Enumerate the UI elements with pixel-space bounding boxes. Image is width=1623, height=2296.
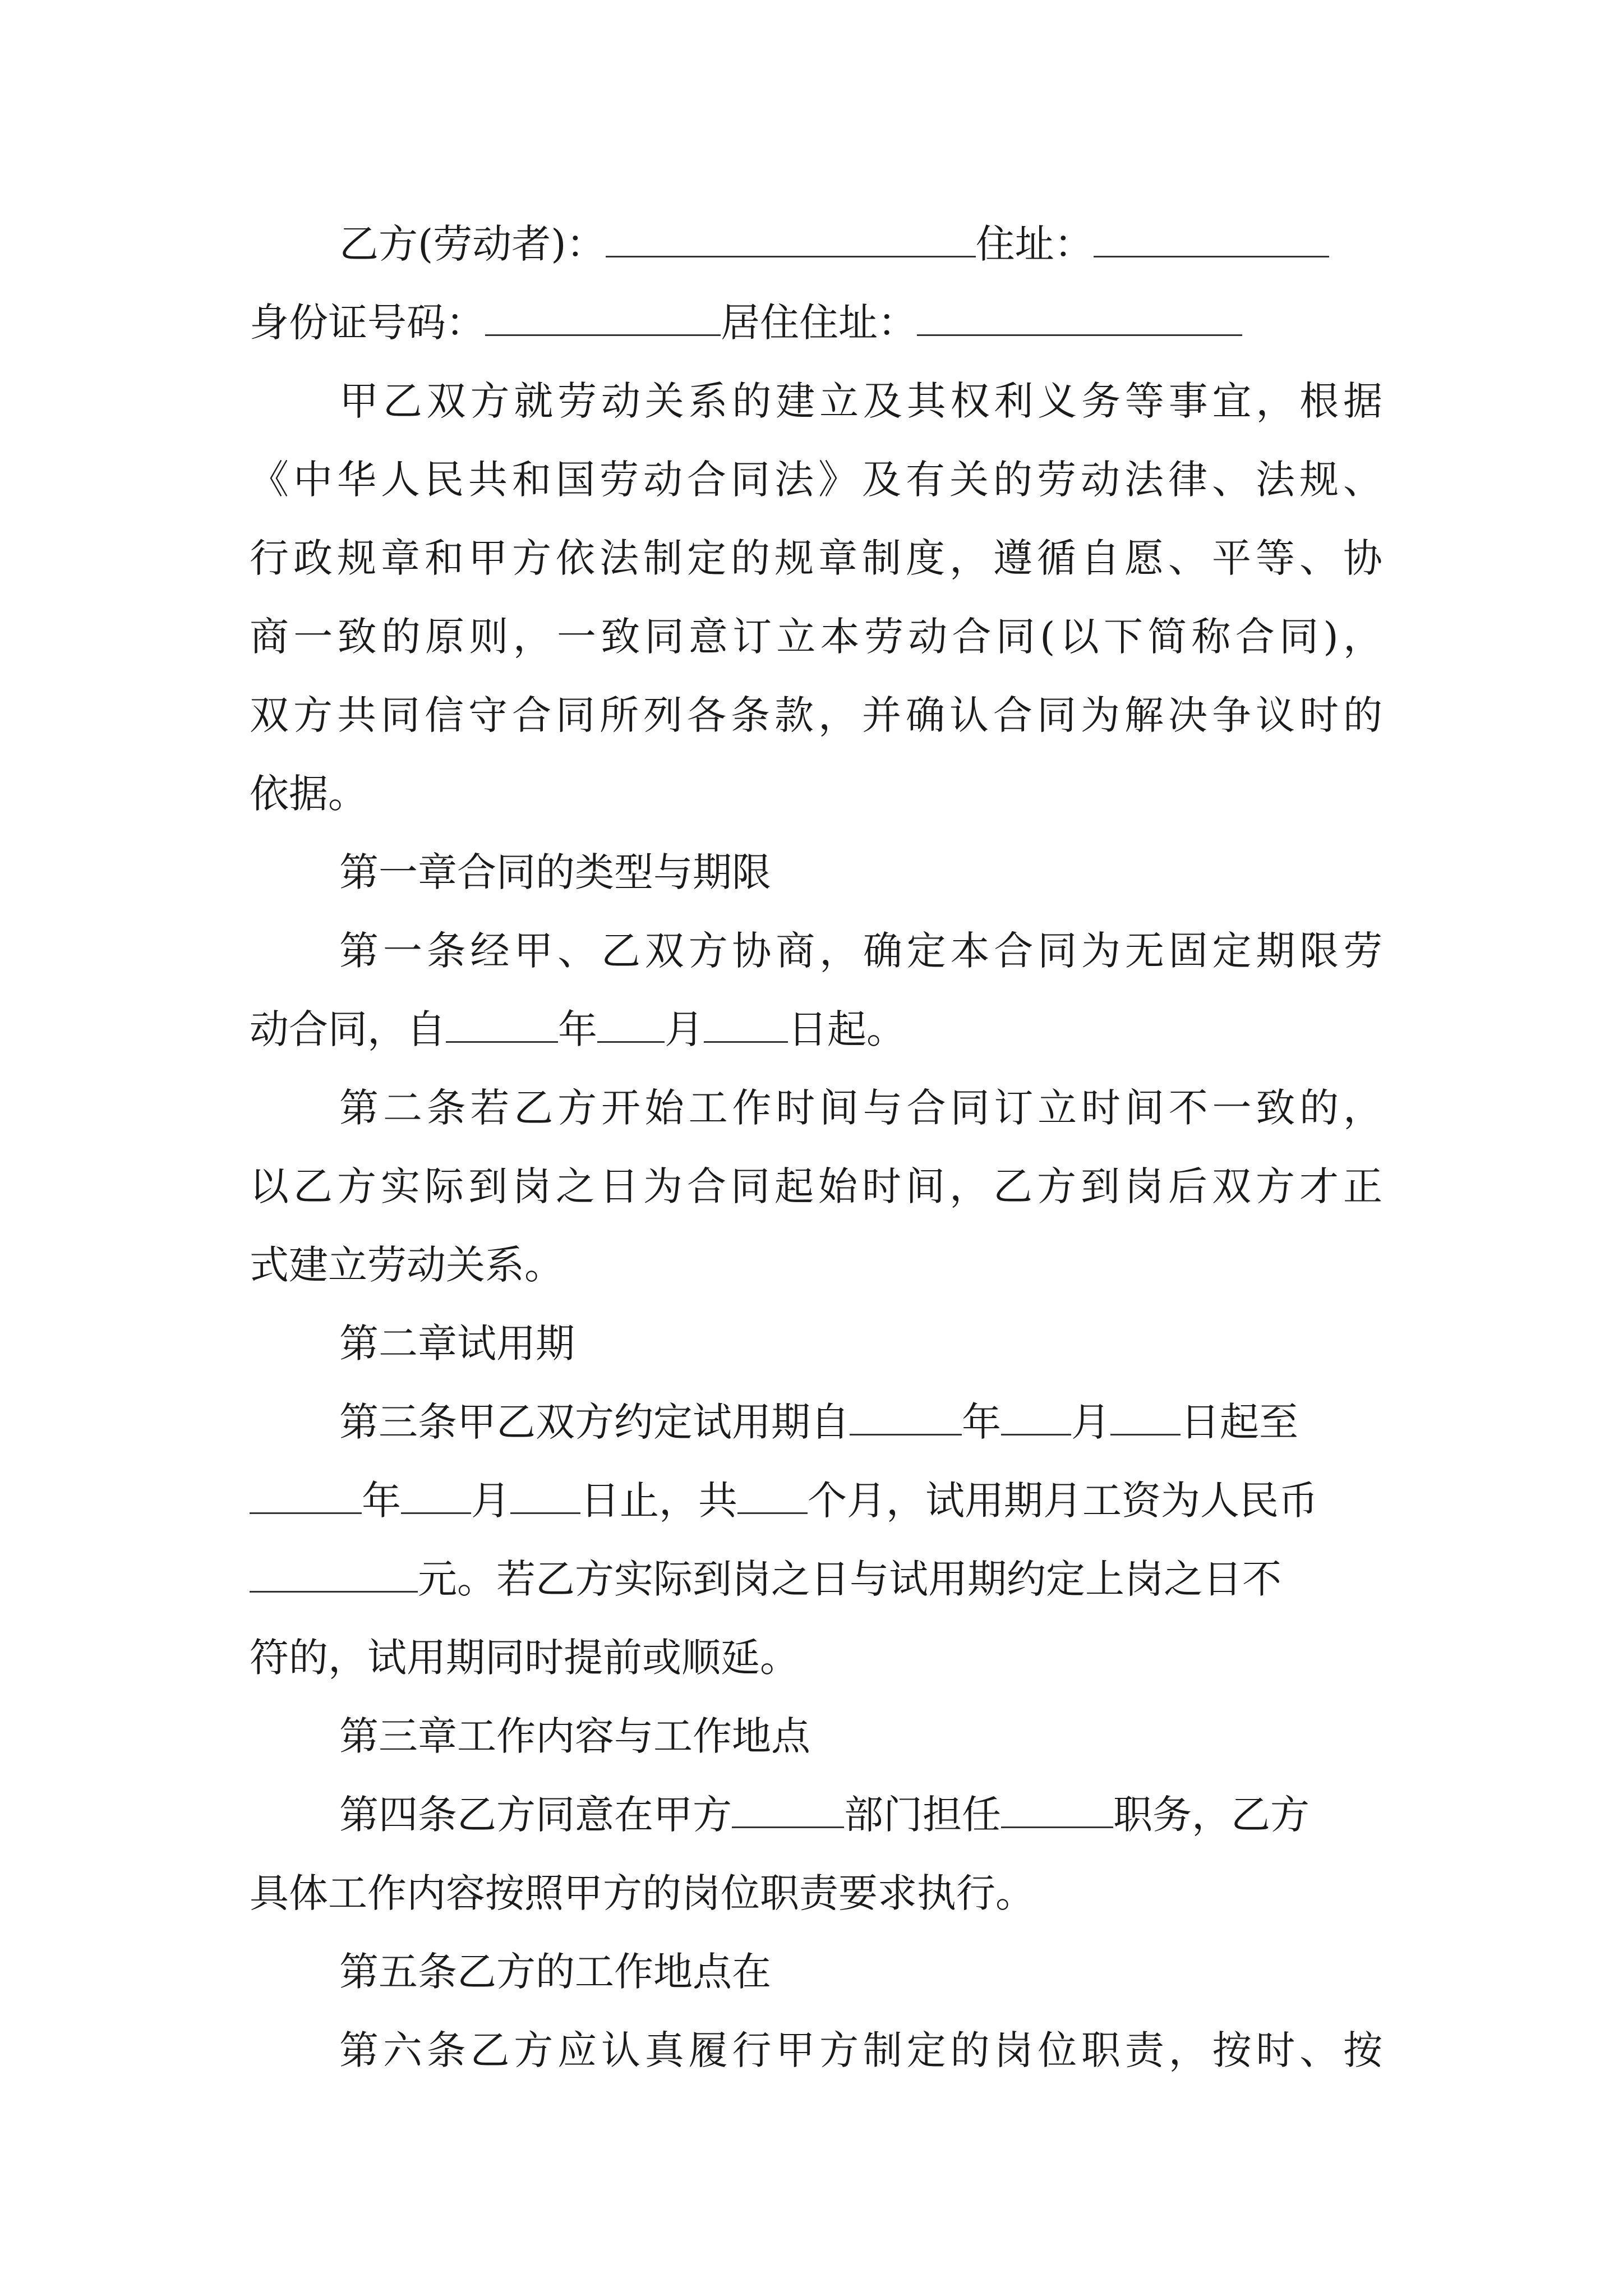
- party-b-row: [339, 205, 1382, 283]
- article-3-date-row: [339, 1383, 1382, 1461]
- article-4-text: 部门担任: [844, 1792, 1001, 1838]
- address-label: 住址：: [975, 221, 1094, 267]
- preamble-line: 行政规章和甲方依法制定的规章制度，遵循自愿、平等、协: [250, 535, 1382, 581]
- chapter-2-title: 第二章试用期: [339, 1320, 575, 1366]
- day-blank: [510, 1478, 580, 1514]
- article-4-text: 职务，乙方: [1113, 1792, 1310, 1838]
- article-3-line: 符的，试用期同时提前或顺延。: [250, 1635, 799, 1681]
- day-label: 日止，共: [580, 1478, 737, 1524]
- months-count-blank: [737, 1478, 808, 1514]
- month-blank: [597, 1006, 665, 1043]
- party-b-label: 乙方(劳动者)：: [339, 221, 606, 267]
- article-3-end-row: [250, 1461, 1382, 1540]
- article-1-text: 动合同，自: [250, 1006, 446, 1052]
- month-blank: [401, 1478, 471, 1514]
- article-5-line: 第五条乙方的工作地点在: [339, 1949, 771, 1995]
- article-3-text: 个月，试用期月工资为人民币: [808, 1478, 1318, 1524]
- day-blank: [1110, 1399, 1181, 1435]
- day-label: 日起。: [788, 1006, 906, 1052]
- preamble-line: 依据。: [250, 771, 367, 817]
- article-3-text: 第三条甲乙双方约定试用期自: [339, 1399, 850, 1445]
- year-blank: [446, 1006, 558, 1043]
- article-2-line: 以乙方实际到岗之日为合同起始时间，乙方到岗后双方才正: [250, 1163, 1382, 1209]
- preamble-line: 甲乙双方就劳动关系的建立及其权利义务等事宜，根据: [339, 378, 1382, 424]
- address-blank: [1094, 221, 1329, 257]
- article-4-line: 具体工作内容按照甲方的岗位职责要求执行。: [250, 1870, 1035, 1916]
- id-number-label: 身份证号码：: [250, 300, 485, 346]
- day-blank: [704, 1006, 788, 1043]
- article-2-line: 式建立劳动关系。: [250, 1242, 564, 1288]
- salary-blank: [250, 1556, 418, 1593]
- day-label: 日起至: [1181, 1399, 1298, 1445]
- residence-label: 居住住址：: [721, 300, 917, 346]
- article-4-row: [339, 1775, 1382, 1854]
- party-b-name-blank: [606, 221, 976, 257]
- preamble-line: 《中华人民共和国劳动合同法》及有关的劳动法律、法规、: [250, 457, 1382, 503]
- month-label: 月: [471, 1478, 510, 1524]
- article-4-text: 第四条乙方同意在甲方: [339, 1792, 732, 1838]
- id-number-blank: [485, 300, 721, 336]
- year-label: 年: [558, 1006, 597, 1052]
- article-1-date-row: [250, 990, 1382, 1069]
- position-blank: [1001, 1792, 1113, 1828]
- article-1-line: 第一条经甲、乙双方协商，确定本合同为无固定期限劳: [339, 928, 1382, 974]
- article-2-line: 第二条若乙方开始工作时间与合同订立时间不一致的，: [339, 1085, 1382, 1131]
- year-label: 年: [362, 1478, 401, 1524]
- id-number-row: [250, 283, 1382, 362]
- article-3-text: 元。若乙方实际到岗之日与试用期约定上岗之日不: [418, 1556, 1281, 1602]
- month-label: 月: [1071, 1399, 1110, 1445]
- department-blank: [732, 1792, 844, 1828]
- month-label: 月: [665, 1006, 704, 1052]
- article-6-line: 第六条乙方应认真履行甲方制定的岗位职责，按时、按: [339, 2027, 1382, 2073]
- preamble-line: 商一致的原则，一致同意订立本劳动合同(以下简称合同)，: [250, 614, 1382, 660]
- month-blank: [1001, 1399, 1071, 1435]
- chapter-1-title: 第一章合同的类型与期限: [339, 849, 771, 895]
- year-blank: [250, 1478, 362, 1514]
- chapter-3-title: 第三章工作内容与工作地点: [339, 1713, 810, 1759]
- preamble-line: 双方共同信守合同所列各条款，并确认合同为解决争议时的: [250, 692, 1382, 738]
- article-3-salary-row: [250, 1540, 1382, 1618]
- year-label: 年: [962, 1399, 1001, 1445]
- residence-blank: [917, 300, 1242, 336]
- year-blank: [850, 1399, 962, 1435]
